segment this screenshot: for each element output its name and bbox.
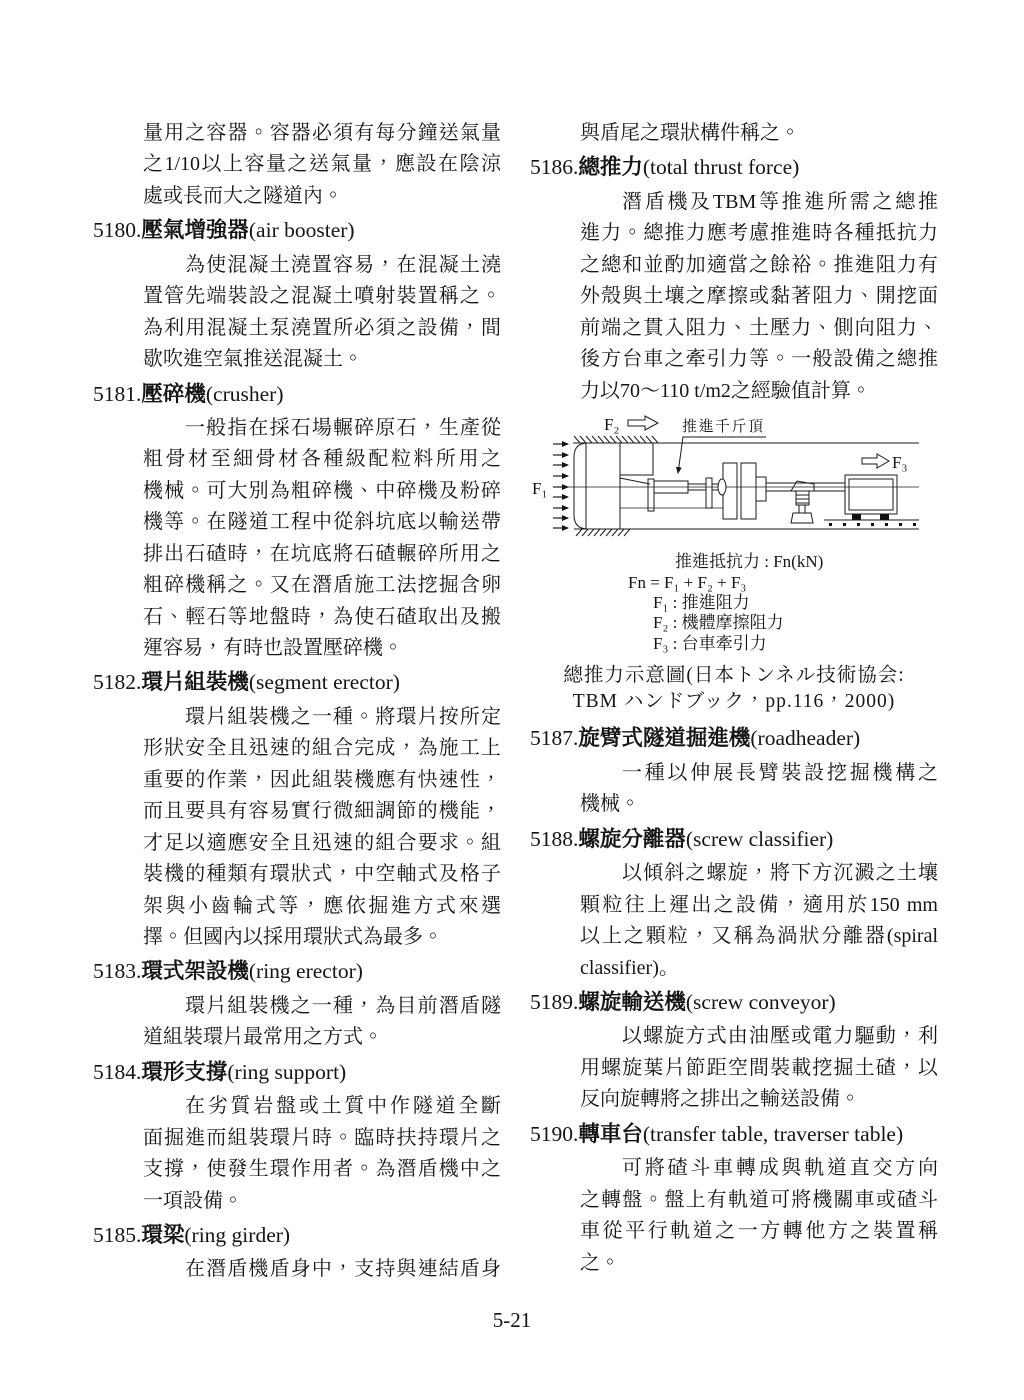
text-line: 與盾尾之環狀構件稱之。	[580, 122, 800, 144]
formula-title: 推進抵抗力 : Fn(kN)	[675, 551, 824, 571]
entry-term: 螺旋分離器	[578, 826, 686, 851]
text-line: 一般指在採石場輾碎原石，生產從	[185, 416, 501, 439]
text-line: 以螺旋方式由油壓或電力驅動，利	[622, 1025, 938, 1048]
text-line: 之總和並酌加適當之餘裕。推進阻力有	[580, 253, 938, 276]
text-line: 之。	[580, 1251, 620, 1274]
entry-paragraph	[143, 250, 501, 376]
text-line: 一種以伸展長臂裝設挖掘機構之	[622, 761, 938, 784]
f2-label: F₂	[604, 414, 620, 434]
text-line: 環片組裝機之一種。將環片按所定	[185, 705, 501, 728]
text-line: 反向旋轉將之排出之輸送設備。	[580, 1088, 860, 1111]
glossary-entry-5184	[93, 1057, 505, 1217]
entry-number: 5189.	[530, 989, 579, 1014]
entry-heading	[530, 152, 938, 183]
entry-term: 環形支撐	[141, 1059, 228, 1084]
text-line: 在劣質岩盤或土質中作隧道全斷	[185, 1095, 501, 1118]
entry-number: 5182.	[93, 670, 142, 695]
text-line: 運容易，有時也設置壓碎機。	[143, 637, 403, 660]
entry-term-en: (total thrust force)	[642, 155, 800, 180]
glossary-entry-5190	[530, 1119, 938, 1279]
text-line: 支撐，使發生環作用者。為潛盾機中之	[143, 1158, 501, 1181]
entry-term: 壓碎機	[141, 381, 206, 406]
text-line: 量用之容器。容器必須有每分鐘送氣量	[143, 122, 501, 144]
entry-number: 5185.	[93, 1222, 142, 1247]
text-line: 粗骨材至細骨材各種級配粒料所用之	[143, 448, 501, 471]
entry-heading	[530, 824, 938, 855]
entry-term-en: (ring support)	[227, 1059, 347, 1084]
text-line: 之轉盤。盤上有軌道可將機關車或碴斗	[580, 1188, 938, 1211]
thrust-jack	[648, 463, 766, 519]
continuation-paragraph	[143, 118, 501, 212]
text-line: 粗碎機稱之。又在潛盾施工法挖掘含卵	[143, 574, 501, 597]
jack-leader-line	[678, 437, 766, 473]
entry-paragraph	[143, 1091, 501, 1217]
thrust-diagram-figure	[530, 411, 938, 716]
glossary-entry-5188	[530, 824, 938, 984]
entry-term: 轉車台	[578, 1121, 643, 1146]
entry-number: 5183.	[93, 959, 142, 984]
entry-heading	[530, 987, 938, 1018]
entry-number: 5187.	[530, 726, 579, 751]
entry-paragraph	[580, 758, 938, 821]
entry-term: 總推力	[578, 155, 643, 180]
entry-heading	[93, 215, 505, 246]
entry-number: 5188.	[530, 826, 579, 851]
figure-caption	[530, 663, 938, 715]
text-line: 才足以適應安全且迅速的組合要求。組	[143, 831, 501, 854]
glossary-entry-5186	[530, 152, 938, 715]
text-line: 車從平行軌道之一方轉他方之裝置稱	[580, 1220, 938, 1243]
entry-paragraph	[143, 413, 501, 665]
text-line: 一項設備。	[143, 1189, 243, 1212]
glossary-entry-5182	[93, 667, 505, 953]
entry-term-en: (segment erector)	[248, 670, 400, 695]
text-line: 置管先端裝設之混凝土噴射裝置稱之。	[143, 285, 501, 308]
f2-arrow	[628, 416, 658, 430]
entry-term: 壓氣增強器	[141, 218, 249, 243]
text-line: 處或長而大之隧道內。	[143, 184, 343, 207]
text-line: 機械。	[580, 793, 640, 816]
text-line: 以傾斜之螺旋，將下方沉澱之土壤	[622, 862, 938, 885]
text-line: 為使混凝土澆置容易，在混凝土澆	[185, 253, 501, 276]
right-column	[530, 118, 938, 1279]
text-line: 在潛盾機盾身中，支持與連結盾身	[185, 1258, 501, 1281]
text-line: 用螺旋葉片節距空間裝載挖掘土碴，以	[580, 1056, 938, 1079]
text-line: 重要的作業，因此組裝機應有快速性，	[143, 768, 501, 791]
text-line: 為利用混凝土泵澆置所必須之設備，間	[143, 316, 501, 339]
text-line: 歇吹進空氣推送混凝土。	[143, 348, 363, 371]
entry-number: 5184.	[93, 1059, 142, 1084]
entry-paragraph	[143, 991, 501, 1054]
text-line: 擇。但國內以採用環狀式為最多。	[143, 925, 443, 948]
formula-equation: Fn = F₁ + F₂ + F₃	[628, 572, 747, 592]
entry-term: 環片組裝機	[141, 670, 249, 695]
page-number: 5-21	[492, 1308, 532, 1332]
text-line: 總推力示意圖(日本トンネル技術協会:	[563, 665, 905, 687]
entry-term: 環式架設機	[141, 959, 249, 984]
entry-paragraph	[580, 1021, 938, 1115]
entry-paragraph	[580, 858, 938, 984]
f1-label: F₁	[532, 478, 548, 498]
text-line: 顆粒往上運出之設備，適用於150 mm	[580, 893, 938, 916]
continuation-paragraph	[580, 118, 938, 149]
entry-term-en: (screw conveyor)	[685, 989, 836, 1014]
f3-arrow	[862, 454, 889, 468]
entry-number: 5186.	[530, 155, 579, 180]
entry-term-en: (air booster)	[248, 218, 355, 243]
f3-label: F₃	[892, 452, 908, 472]
text-line: 潛盾機及TBM等推進所需之總推	[622, 190, 938, 213]
glossary-entry-5189	[530, 987, 938, 1116]
top-hatching	[574, 436, 658, 443]
text-line: 前端之貫入阻力、土壓力、側向阻力、	[580, 316, 938, 339]
entry-heading	[530, 723, 938, 754]
entry-heading	[93, 1057, 505, 1088]
formula-legend	[653, 593, 938, 655]
text-line: F₁ : 推進阻力	[653, 592, 750, 612]
entry-term-en: (screw classifier)	[685, 826, 834, 851]
text-line: 石、輕石等地盤時，為使石碴取出及搬	[143, 605, 501, 628]
jack-label: 推進千斤頂	[682, 418, 765, 435]
entry-term: 環梁	[141, 1222, 185, 1247]
entry-number: 5190.	[530, 1121, 579, 1146]
entry-paragraph	[580, 1153, 938, 1279]
entry-term-en: (roadheader)	[750, 726, 861, 751]
left-column	[93, 118, 505, 1286]
text-line: 道組裝環片最常用之方式。	[143, 1026, 383, 1049]
face-pressure-arrows	[553, 444, 568, 528]
text-line: 裝機的種類有環狀式，中空軸式及格子	[143, 863, 501, 886]
text-line: 之1/10以上容量之送氣量，應設在陰涼	[143, 153, 501, 176]
text-line: TBM ハンドブック，pp.116，2000)	[572, 691, 896, 713]
entry-heading	[93, 956, 505, 987]
text-line: classifier)。	[580, 956, 679, 979]
entry-term-en: (ring erector)	[248, 959, 363, 984]
text-line: 外殼與土壤之摩擦或黏著阻力、開挖面	[580, 285, 938, 308]
entry-term-en: (crusher)	[205, 381, 284, 406]
entry-number: 5180.	[93, 218, 142, 243]
glossary-entry-5180	[93, 215, 505, 375]
rail-ties	[829, 523, 916, 526]
glossary-entry-5181	[93, 379, 505, 665]
text-line: 形狀安全且迅速的組合完成，為施工上	[143, 737, 501, 760]
entry-term-en: (ring girder)	[184, 1222, 291, 1247]
entry-heading	[93, 379, 505, 410]
glossary-entry-5187	[530, 723, 938, 820]
trailing-car	[845, 475, 897, 520]
text-line: 可將碴斗車轉成與軌道直交方向	[622, 1157, 938, 1180]
entry-paragraph	[143, 702, 501, 954]
text-line: 架與小齒輪式等，應依掘進方式來選	[143, 894, 501, 917]
entry-heading	[93, 667, 505, 698]
thrust-diagram-svg	[530, 411, 930, 551]
text-line: 面掘進而組裝環片時。臨時扶持環片之	[143, 1126, 501, 1149]
entry-paragraph	[143, 1254, 501, 1285]
text-line: F₂ : 機體摩擦阻力	[653, 613, 784, 633]
entry-heading	[93, 1220, 505, 1251]
text-line: 力以70～110 t/m2之經驗值計算。	[580, 379, 871, 402]
text-line: 排出石碴時，在坑底將石碴輾碎所用之	[143, 542, 501, 565]
text-line: 而且要具有容易實行微細調節的機能，	[143, 800, 501, 823]
entry-number: 5181.	[93, 381, 142, 406]
entry-term: 旋臂式隧道掘進機	[578, 726, 751, 751]
entry-paragraph	[580, 187, 938, 407]
text-line: 進力。總推力應考慮推進時各種抵抗力	[580, 222, 938, 245]
text-line: 環片組裝機之一種，為目前潛盾隧	[185, 994, 501, 1017]
entry-heading	[530, 1119, 938, 1150]
entry-term: 螺旋輸送機	[578, 989, 686, 1014]
text-line: 機械。可大別為粗碎機、中碎機及粉碎	[143, 479, 501, 502]
bottom-hatching	[576, 529, 630, 536]
text-line: F₃ : 台車牽引力	[653, 633, 767, 653]
glossary-entry-5185	[93, 1220, 505, 1286]
text-line: 後方台車之牽引力等。一般設備之總推	[580, 348, 938, 371]
text-line: 以上之顆粒，又稱為渦狀分離器(spiral	[580, 925, 938, 948]
text-line: 機等。在隧道工程中從斜坑底以輸送帶	[143, 511, 501, 534]
glossary-entry-5183	[93, 956, 505, 1053]
entry-term-en: (transfer table, traverser table)	[642, 1121, 904, 1146]
